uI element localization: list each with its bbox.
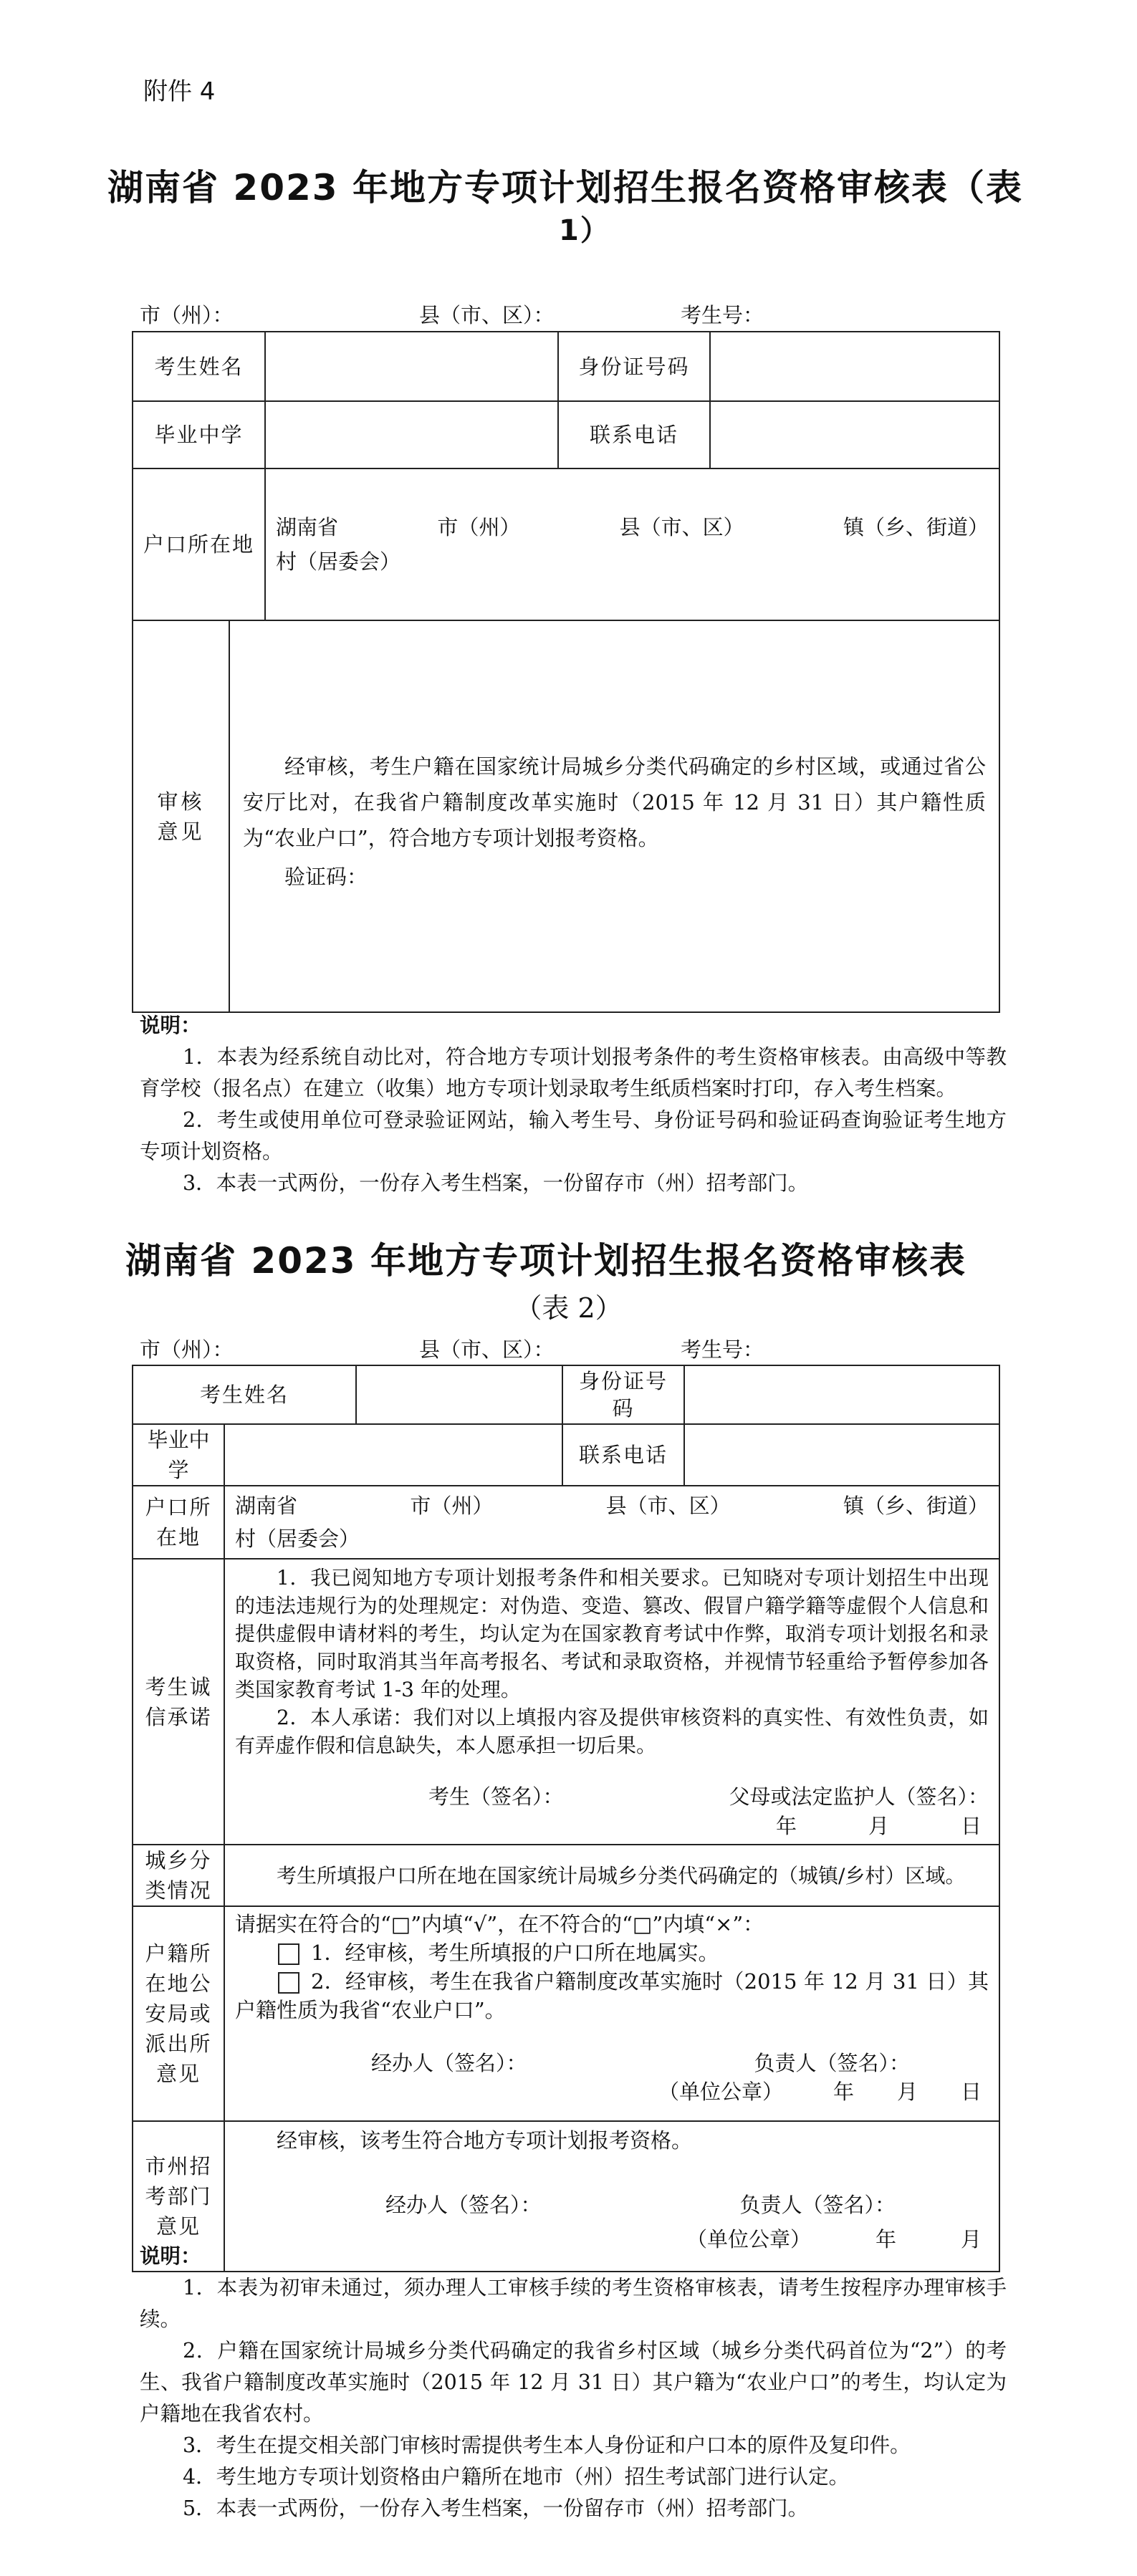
form1-county-label: 县（市、区）： [419, 303, 555, 327]
form2-integrity-p1: 1．我已阅知地方专项计划报考条件和相关要求。已知晓对专项计划招生中出现的违法违规行为的处理规定：对伪造、变造、篡改、假冒户籍学籍等虚假个人信息和提供虚假申请材料的考生，均认定为在国家教育考试中作弊，取消专项计划报名和录取资格，同时取消其当年高考报名、考试和录取资格，并视情节轻重给予暂停参加各类国家教育考试 1-3 年的处理。 [235, 1566, 989, 1701]
form1-school-label: 毕业中学 [133, 401, 265, 468]
form2-urban-content[interactable] [224, 1845, 999, 1906]
form2-parent-sign[interactable]: 父母或法定监护人（签名）： [729, 1784, 989, 1809]
form2-addr-county: 县（市、区） [605, 1494, 731, 1518]
attachment-label: 附件 4 [143, 77, 216, 106]
form2-police-signatures [235, 2049, 989, 2077]
form2-notes-title: 说明： [140, 2244, 201, 2268]
form2-phone-label: 联系电话 [562, 1424, 684, 1486]
form2-school-label: 毕业中学 [133, 1424, 224, 1486]
form2-integrity-content [224, 1559, 999, 1845]
form2-urban-label: 城乡分类情况 [133, 1845, 224, 1906]
form2-id-label: 身份证号码 [562, 1365, 684, 1424]
form2-note-5: 5．本表一式两份，一份存入考生档案，一份留存市（州）招考部门。 [183, 2496, 809, 2520]
form1-addr-county: 县（市、区） [619, 515, 744, 539]
form1-review-content [230, 621, 999, 1011]
form2-dept-leader[interactable]: 负责人（签名）： [739, 2193, 896, 2217]
form2-dept-seal-date[interactable]: （单位公章） 年 月 [686, 2227, 982, 2251]
form2-name-label: 考生姓名 [133, 1365, 356, 1424]
form1-id-label: 身份证号码 [558, 332, 710, 401]
form2-integrity-p2: 2．本人承诺：我们对以上填报内容及提供审核资料的真实性、有效性负责，如有弄虚作假和信息缺失，本人愿承担一切后果。 [235, 1706, 989, 1757]
form2-student-sign[interactable]: 考生（签名）： [428, 1784, 564, 1809]
form2-police-instr: 请据实在符合的“□”内填“√”，在不符合的“□”内填“×”： [235, 1912, 764, 1936]
form2-police-seal-date[interactable]: （单位公章） 年 月 日 [658, 2080, 982, 2104]
form2-notes [140, 2241, 1007, 2524]
checkbox-icon[interactable] [278, 1972, 299, 1994]
form2-phone-field[interactable] [684, 1424, 999, 1486]
form1-exam-no-label: 考生号： [681, 303, 764, 327]
form2-dept-signatures [235, 2189, 989, 2221]
form2-note-4: 4．考生地方专项计划资格由户籍所在地市（州）招生考试部门进行认定。 [183, 2465, 850, 2489]
form1-note-3: 3．本表一式两份，一份存入考生档案，一份留存市（州）招考部门。 [183, 1171, 809, 1195]
form2-integrity-label: 考生诚信承诺 [133, 1559, 224, 1845]
form1-hukou-label: 户口所在地 [133, 468, 265, 620]
form2-hukou-label: 户口所在地 [133, 1486, 224, 1559]
form1-note-2: 2．考生或使用单位可登录验证网站，输入考生号、身份证号码和验证码查询验证考生地方专项计划资格。 [140, 1108, 1007, 1163]
form1-school-field[interactable] [265, 401, 558, 468]
form1-city-label: 市（州）： [140, 303, 234, 327]
form2-title: 湖南省 2023 年地方专项计划招生报名资格审核表 [125, 1240, 966, 1282]
form2-police-opt1[interactable]: 1．经审核，考生所填报的户口所在地属实。 [235, 1938, 989, 1967]
form2-police-handler[interactable]: 经办人（签名）： [371, 2051, 527, 2075]
form2-police-content [224, 1906, 999, 2121]
form2-county-label: 县（市、区）： [419, 1337, 555, 1362]
form2-hukou-field[interactable] [224, 1486, 999, 1559]
form2-addr-village: 村（居委会） [235, 1527, 360, 1551]
form2-name-field[interactable] [356, 1365, 562, 1424]
form2-note-2: 2．户籍在国家统计局城乡分类代码确定的我省乡村区域（城乡分类代码首位为“2”）的考生、我省户籍制度改革实施时（2015 年 12 月 31 日）其户籍为“农业户口”的考生，均认定为户籍地在我省农村。 [140, 2339, 1007, 2426]
form2-subtitle: （表 2） [514, 1292, 623, 1324]
form2-dept-text: 经审核，该考生符合地方专项计划报考资格。 [277, 2128, 693, 2153]
form1-phone-label: 联系电话 [558, 401, 710, 468]
form2-addr-town: 镇（乡、街道） [843, 1494, 989, 1518]
form1-name-label: 考生姓名 [133, 332, 265, 401]
form2-city-label: 市（州）： [140, 1337, 234, 1362]
form2-addr-city: 市（州） [410, 1494, 494, 1518]
checkbox-icon[interactable] [278, 1943, 299, 1965]
form2-police-opt2[interactable]: 2．经审核，考生在我省户籍制度改革实施时（2015 年 12 月 31 日）其户籍性质为我省“农业户口”。 [235, 1969, 989, 2022]
form2-police-leader[interactable]: 负责人（签名）： [754, 2051, 911, 2075]
form2-exam-no-label: 考生号： [681, 1337, 764, 1362]
form1-title-continued: 1） [559, 214, 610, 247]
form1-addr-village: 村（居委会） [276, 549, 401, 574]
form2-integrity-date[interactable]: 年 月 日 [775, 1814, 982, 1838]
form2-note-3: 3．考生在提交相关部门审核时需提供考生本人身份证和户口本的原件及复印件。 [183, 2433, 911, 2457]
form1-review-label: 审核意见 [133, 621, 230, 1011]
form1-hukou-field[interactable] [265, 468, 999, 620]
form1-verify-code: 验证码： [284, 865, 368, 889]
form1-notes-title: 说明： [140, 1014, 201, 1037]
form2-id-field[interactable] [684, 1365, 999, 1424]
form2-dept-handler[interactable]: 经办人（签名）： [385, 2193, 542, 2217]
form1-addr-town: 镇（乡、街道） [843, 515, 989, 539]
form2-table [132, 1365, 1000, 2272]
form2-police-label: 户籍所在地公安局或派出所意见 [133, 1906, 224, 2121]
form1-title: 湖南省 2023 年地方专项计划招生报名资格审核表（表 [107, 167, 1023, 208]
form2-dept-label: 市州招考部门意见 [133, 2121, 224, 2272]
form1-phone-field[interactable] [710, 401, 999, 468]
form1-addr-city: 市（州） [437, 515, 521, 539]
form1-review-row [133, 620, 999, 1012]
form1-note-1: 1．本表为经系统自动比对，符合地方专项计划报考条件的考生资格审核表。由高级中等教育学校（报名点）在建立（收集）地方专项计划录取考生纸质档案时打印，存入考生档案。 [140, 1045, 1007, 1100]
form2-school-field[interactable] [224, 1424, 562, 1486]
form2-note-1: 1．本表为初审未通过，须办理人工审核手续的考生资格审核表，请考生按程序办理审核手续。 [140, 2276, 1007, 2331]
form1-addr-province: 湖南省 [276, 515, 339, 539]
form1-id-field[interactable] [710, 332, 999, 401]
form2-urban-text: 考生所填报户口所在地在国家统计局城乡分类代码确定的（城镇/乡村）区域。 [277, 1863, 966, 1888]
form1-review-text: 经审核，考生户籍在国家统计局城乡分类代码确定的乡村区域，或通过省公安厅比对，在我省户籍制度改革实施时（2015 年 12 月 31 日）其户籍性质为“农业户口”，符合地方专项计划报考资格。 [243, 754, 986, 850]
form1-name-field[interactable] [265, 332, 558, 401]
form1-notes [140, 1010, 1007, 1199]
form1-table [132, 331, 1000, 1013]
form2-addr-province: 湖南省 [235, 1494, 298, 1518]
form2-integrity-signatures [235, 1781, 989, 1810]
